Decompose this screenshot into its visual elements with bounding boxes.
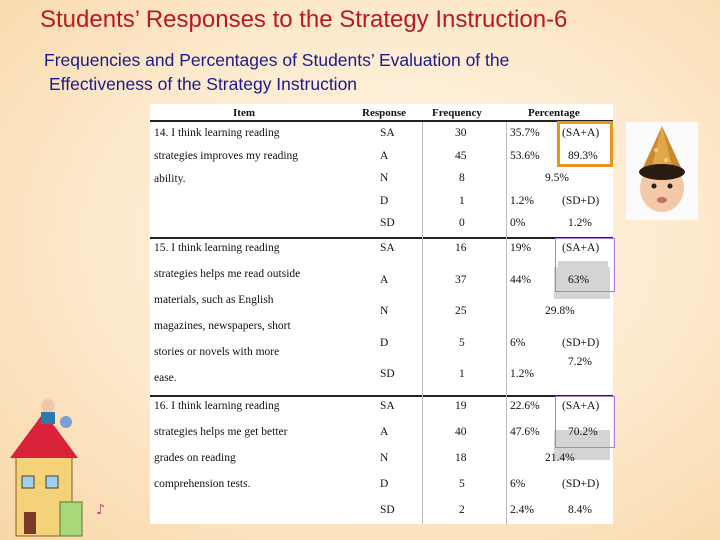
child-party-hat-photo [626,122,698,220]
disagree-value: 7.2% [568,356,592,368]
percent-cell: 47.6% [510,426,540,438]
column-header: Item [233,107,255,119]
caption-line-1: Frequencies and Percentages of Students’ Evaluation of the [44,50,510,70]
percent-cell: 19% [510,242,532,254]
percent-cell: 6% [510,478,526,490]
column-header: Response [362,107,407,119]
frequency-cell: 2 [459,504,465,516]
frequency-cell: 25 [455,305,467,317]
percent-cell: 22.6% [510,400,540,412]
item-text-line: 16. I think learning reading [154,400,280,412]
frequency-cell: 19 [455,400,467,412]
disagree-value: 8.4% [568,504,592,516]
frequency-cell: 0 [459,217,465,229]
item-text-line: grades on reading [154,452,236,464]
frequency-cell: 40 [455,426,467,438]
response-cell: SD [380,504,395,516]
response-cell: SD [380,368,395,380]
disagree-value: 1.2% [568,217,592,229]
svg-text:♪: ♪ [96,502,105,518]
column-header: Percentage [528,107,580,119]
column-divider [422,122,423,524]
response-cell: N [380,305,389,317]
evaluation-table [150,104,613,524]
slide-title: Students’ Responses to the Strategy Instruction-6 [40,6,568,33]
frequency-cell: 45 [455,149,467,162]
response-cell: D [380,336,389,349]
percent-cell: 0% [510,217,526,229]
frequency-cell: 1 [459,194,465,207]
frequency-cell: 5 [459,478,465,490]
agree-box-orange [557,121,613,167]
table-caption [44,48,644,96]
frequency-cell: 5 [459,336,465,349]
response-cell: D [380,478,389,490]
item-text-line: ability. [154,173,186,185]
cartoon-house-illustration [8,392,116,538]
response-cell: A [380,273,389,286]
percent-cell: 9.5% [545,172,569,184]
frequency-cell: 8 [459,172,465,184]
agree-label: (SA+A) [562,127,600,139]
item-text-line: 15. I think learning reading [154,242,280,254]
frequency-cell: 18 [455,452,467,464]
item-text-line: ease. [154,372,177,384]
header-rule [150,120,613,122]
column-header: Frequency [432,107,482,119]
response-cell: SA [380,400,395,412]
item-text-line: comprehension tests. [154,478,251,490]
agree-value: 63% [568,273,590,286]
percent-cell: 1.2% [510,194,534,207]
agree-box-purple [555,238,615,292]
item-text-line: strategies improves my reading [154,150,299,162]
response-cell: A [380,426,389,438]
agree-box-purple [555,396,615,448]
item-text-line: materials, such as English [154,294,274,306]
response-cell: N [380,172,389,184]
response-cell: SA [380,242,395,254]
percent-cell: 35.7% [510,127,540,139]
percent-cell: 29.8% [545,305,575,317]
item-text-line: strategies helps me get better [154,426,288,438]
column-divider [506,122,507,524]
response-cell: SD [380,217,395,229]
disagree-label: (SD+D) [562,478,600,490]
percent-cell: 44% [510,273,532,286]
item-text-line: 14. I think learning reading [154,127,280,139]
response-cell: SA [380,127,395,139]
response-cell: N [380,452,389,464]
group-rule [150,237,613,239]
frequency-cell: 37 [455,273,467,286]
item-text-line: magazines, newspapers, short [154,320,291,332]
percent-cell: 6% [510,336,526,349]
percent-cell: 21.4% [545,452,575,464]
response-cell: D [380,194,389,207]
group-rule [150,395,613,397]
agree-label: (SA+A) [562,400,600,412]
item-text-line: stories or novels with more [154,346,280,358]
agree-label: (SA+A) [562,242,600,254]
agree-value: 89.3% [568,149,598,162]
agree-value: 70.2% [568,426,598,438]
percent-cell: 53.6% [510,149,540,162]
percent-cell: 1.2% [510,368,534,380]
frequency-cell: 1 [459,368,465,380]
frequency-cell: 30 [455,127,467,139]
item-text-line: strategies helps me read outside [154,268,301,280]
disagree-label: (SD+D) [562,336,600,349]
percent-cell: 2.4% [510,504,534,516]
caption-line-2: Effectiveness of the Strategy Instruction [49,74,358,94]
response-cell: A [380,149,389,162]
frequency-cell: 16 [455,242,467,254]
disagree-label: (SD+D) [562,194,600,207]
